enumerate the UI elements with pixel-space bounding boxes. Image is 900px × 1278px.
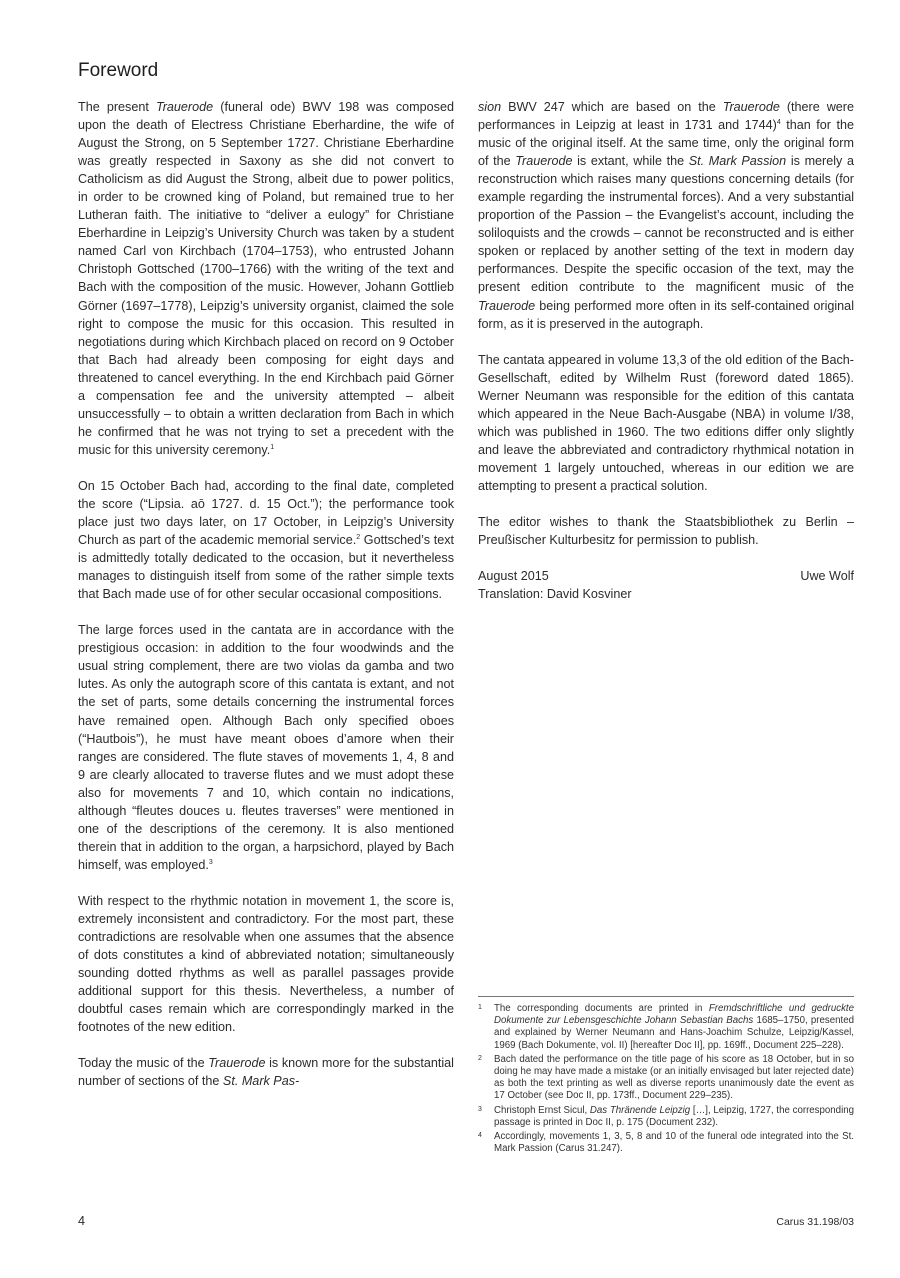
footnote — [478, 1003, 854, 1052]
footnote-text: Bach dated the performance on the title page of his score as 18 October, but in so doing he may have made a mistake (or an initially envisaged but later rejected date) as both the text printing as well as diverse reports unanimously date the event as 17 October (see Doc II, pp. 173ff., Document 229–235). — [494, 1053, 854, 1102]
text: being performed more often in its self-contained original form, as it is preserved in the autograph. — [478, 298, 854, 331]
paragraph-editions: The cantata appeared in volume 13,3 of the old edition of the Bach-Gesellschaft, edited by Wilhelm Rust (foreword dated 1865). Werner Neumann was responsible for the edition of this cantata which appeared in the Neue Bach-Ausgabe (NBA) in volume I/38, which was published in 1960. The two editions differ only slightly and leave the abbreviated and contradictory rhythmical notation in movement 1 largely untouched, whereas in our edition we are attempting to present a practical solution. — [478, 352, 854, 493]
footnote-number: 1 — [478, 1004, 482, 1011]
work-title: St. Mark Pas- — [222, 1074, 300, 1089]
text: BWV 247 which are based on the — [501, 100, 723, 114]
footnote-ref[interactable]: 3 — [208, 858, 213, 866]
paragraph-intro — [78, 98, 454, 459]
right-column — [478, 98, 854, 603]
footnote-ref[interactable]: 2 — [356, 533, 361, 541]
work-title: Trauerode — [155, 100, 214, 114]
paragraph-notation: With respect to the rhythmic notation in movement 1, the score is, extremely inconsistent and contradictory. For the most part, these contradictions are resolvable when one assumes that the absence of dots constitutes a kind of abbreviated notation; simultaneously sounding dotted rhythms as well as parallel passages provide additional support for this thesis. Nevertheless, a number of doubtful cases remain which are correspondingly marked in the footnotes of the new edition. — [78, 893, 454, 1035]
footnote-number: 2 — [478, 1054, 482, 1062]
footnote-number: 4 — [478, 1132, 482, 1140]
footnote — [478, 1054, 854, 1103]
paragraph-forces — [78, 621, 454, 874]
page-number: 4 — [78, 1214, 86, 1228]
footnote-text: Accordingly, movements 1, 3, 5, 8 and 10 of the funeral ode integrated into the St. Mark Passion (Carus 31.247). — [494, 1131, 854, 1155]
text: is extant, while the — [572, 154, 689, 169]
text: is known more for the substantial number of sections of the — [78, 1056, 454, 1089]
signature-block — [478, 567, 854, 603]
text: On 15 October Bach had, according to the final date, completed the score (“Lipsia. aō 1727. d. 15 Oct.”); the performance took place just two days later, on 17 October, in Leipzig’s University Church as part of the academic memorial service. — [78, 478, 454, 548]
text: is merely a reconstruction which raises many questions concerning details (for example regarding the instrumental forces). And a very substantial proportion of the Passion – the Evangelist’s account, including the soliloquists and the crowds – cannot be reconstructed and is either spoken or replaced by another setting of the text in modern day performances. Despite the specific occasion of the text, may the present edition contribute to the magnificent music of the — [478, 154, 854, 295]
text: (funeral ode) BWV 198 was composed upon the death of Electress Christiane Eberhardine, the wife of August the Strong, on 5 September 1727. Christiane Eberhardine was greatly respected in Saxony as she did not convert to Catholicism as did August the Strong, albeit due to power politics, in order to be crowned king of Poland, but remained true to her Lutheran faith. The initiative to “deliver a eulogy” for Christiane Eberhardine in Leipzig’s University Church was taken by a student named Carl von Kirchbach (1704–1753), who entrusted Johann Christoph Gottsched (1700–1766) with the writing of the text and Bach with the composition of the music. However, Johann Gottlieb Görner (1697–1778), Leipzig’s university organist, claimed the sole right to compose the music for this occasion. This resulted in negotiations during which Kirchbach placed on record on 9 October that Bach had already been composing for eight days and threatened to cancel everything. In the end Kirchbach paid Görner a compensation fee and the university attempted – albeit unsuccessfully – to obtain a written declaration from Bach in which he confirmed that he was not trying to set a precedent with the music for this university ceremony. — [78, 100, 454, 457]
footnote-ref[interactable]: 4 — [776, 118, 781, 126]
author: Uwe Wolf — [800, 569, 854, 584]
page-title: Foreword — [78, 60, 159, 81]
work-title: Trauerode — [515, 154, 573, 169]
translation-credit: Translation: David Kosviner — [478, 587, 632, 602]
paragraph-reception-cont — [478, 98, 854, 333]
left-column — [78, 98, 454, 1090]
text: (there were performances in Leipzig at least in 1731 and 1744) — [478, 100, 854, 133]
footnote — [478, 1105, 854, 1129]
work-title: St. Mark Passion — [688, 154, 787, 169]
text: than for the music of the original itself. At the same time, only the original form of the — [478, 118, 855, 169]
footnote-ref[interactable]: 1 — [270, 443, 275, 451]
text: The present — [78, 100, 156, 114]
paragraph-thanks: The editor wishes to thank the Staatsbibliothek zu Berlin – Preußischer Kulturbesitz for permission to publish. — [478, 514, 854, 548]
work-title: sion — [478, 100, 502, 114]
catalog-number: Carus 31.198/03 — [776, 1216, 854, 1228]
text: Gottsched’s text is admittedly totally dedicated to the occasion, but it nevertheless manages to distinguish itself from some of the rather simple texts that Bach made use of for other secular occasional compositions. — [78, 533, 454, 602]
footnote-number: 3 — [478, 1105, 482, 1113]
text: The large forces used in the cantata are in accordance with the prestigious occasion: in addition to the four woodwinds and the usual string complement, there are two violas da gamba and two lutes. As only the autograph score of this cantata is extant, and not the set of parts, some details concerning the instrumental forces have remained open. Although Bach only specified oboes (“Hautbois”), he must have meant oboes d’amore when their ranges are considered. The flute staves of movements 1, 4, 8 and 9 are clearly allocated to traverse flutes and we must adopt these also for movements 7 and 10, which contain no indications, although “fleutes douces u. fleutes traverses” were mentioned in one of the descriptions of the ceremony. It is also mentioned therein that in addition to the organ, a harpsichord, played by Bach himself, was employed. — [78, 623, 454, 872]
date: August 2015 — [478, 569, 549, 584]
work-title: Trauerode — [722, 100, 780, 114]
work-title: Trauerode — [478, 298, 536, 313]
footnote-text: Christoph Ernst Sicul, Das Thränende Leipzig […], Leipzig, 1727, the corresponding passage is printed in Doc II, p. 175 (Document 232). — [494, 1104, 855, 1128]
paragraph-performance — [78, 477, 454, 603]
paragraph-reception — [78, 1054, 454, 1090]
text: Today the music of the — [78, 1056, 209, 1071]
footnotes — [478, 996, 854, 1157]
footnote-text: The corresponding documents are printed in Fremdschriftliche und gedruckte Dokumente zur Lebensgeschichte Johann Sebastian Bachs 1685–1750, presented and explained by Werner Neumann and Hans-Joachim Schulze, Leipzig/Kassel, 1969 (Bach Dokumente, vol. II) [hereafter Doc II], pp. 169ff., Document 225–228). — [494, 1003, 854, 1051]
work-title: Trauerode — [208, 1056, 266, 1071]
footnote — [478, 1131, 854, 1155]
